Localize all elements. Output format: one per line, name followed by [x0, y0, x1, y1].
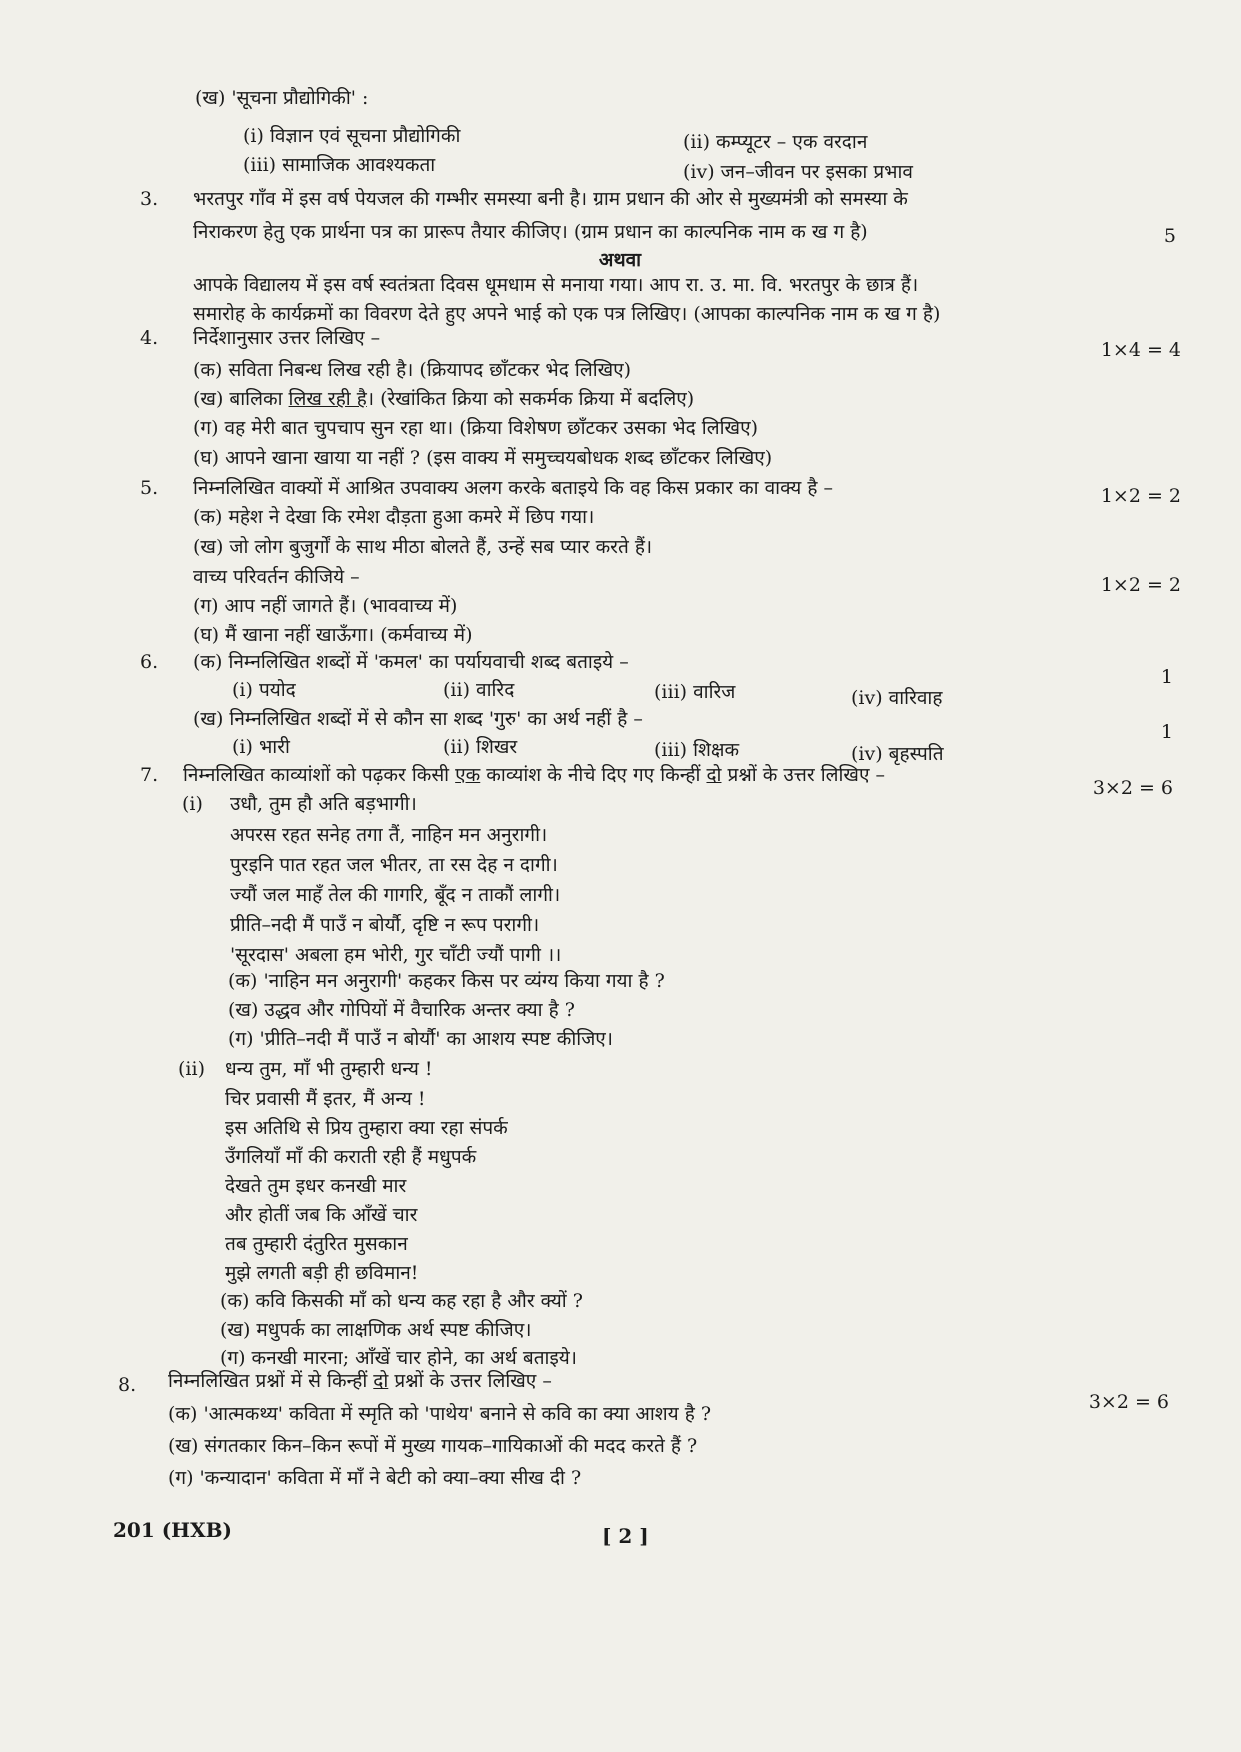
q6-a-option-4: (iv) वारिवाह	[851, 687, 943, 709]
q2-option-2: (ii) कम्प्यूटर – एक वरदान	[683, 131, 868, 153]
q6-b-option-4: (iv) बृहस्पति	[851, 743, 944, 765]
q7-poem-2-label: (ii)	[178, 1058, 205, 1080]
q6-b-option-3: (iii) शिक्षक	[654, 739, 740, 761]
q8-part-b: (ख) संगतकार किन–किन रूपों में मुख्य गायक–गायिकाओं की मदद करते हैं ?	[168, 1435, 698, 1457]
q7-poem-2-question: (ग) कनखी मारना; आँखें चार होने, का अर्थ बताइये।	[220, 1347, 577, 1369]
paper-code: 201 (HXB)	[113, 1518, 232, 1542]
q6-part-b: (ख) निम्नलिखित शब्दों में से कौन सा शब्द 'गुरु' का अर्थ नहीं है –	[193, 708, 643, 730]
q6-a-option-2: (ii) वारिद	[443, 679, 515, 701]
q2-kh-title: (ख) 'सूचना प्रौद्योगिकी' :	[195, 87, 369, 109]
q5-title: निम्नलिखित वाक्यों में आश्रित उपवाक्य अलग करके बताइये कि वह किस प्रकार का वाक्य है –	[193, 477, 833, 499]
q4-part-a: (क) सविता निबन्ध लिख रही है। (क्रियापद छाँटकर भेद लिखिए)	[193, 359, 632, 381]
q6-a-option-3: (iii) वारिज	[654, 681, 736, 703]
q7-poem-1-question: (ख) उद्धव और गोपियों में वैचारिक अन्तर क्या है ?	[228, 999, 575, 1021]
q7-poem-2-line: चिर प्रवासी मैं इतर, मैं अन्य !	[225, 1088, 426, 1110]
q7-poem-1-line: प्रीति–नदी मैं पाउँ न बोर्यौ, दृष्टि न रूप परागी।	[230, 914, 540, 936]
q7-poem-1-line: ज्यौं जल माहँ तेल की गागरि, बूँद न ताकौं लागी।	[230, 884, 561, 906]
q6-part-a: (क) निम्नलिखित शब्दों में 'कमल' का पर्यायवाची शब्द बताइये –	[193, 651, 629, 673]
q2-option-4: (iv) जन–जीवन पर इसका प्रभाव	[683, 161, 913, 183]
page-number: [ 2 ]	[602, 1524, 649, 1548]
q5-part-a: (क) महेश ने देखा कि रमेश दौड़ता हुआ कमरे में छिप गया।	[193, 506, 595, 528]
q6-b-marks: 1	[1160, 721, 1173, 743]
q7-poem-2-line: तब तुम्हारी दंतुरित मुसकान	[225, 1233, 408, 1255]
q7-poem-1-label: (i)	[182, 793, 203, 815]
q3-number: 3.	[140, 188, 159, 210]
q7-poem-2-line: देखते तुम इधर कनखी मार	[225, 1175, 407, 1197]
q6-a-option-1: (i) पयोद	[232, 679, 296, 701]
q5-part-c: (ग) आप नहीं जागते हैं। (भाववाच्य में)	[193, 595, 458, 617]
q6-number: 6.	[140, 651, 159, 673]
q8-marks: 3×2 = 6	[1088, 1391, 1169, 1413]
q7-marks: 3×2 = 6	[1092, 777, 1173, 799]
q7-poem-2-line: इस अतिथि से प्रिय तुम्हारा क्या रहा संपर्क	[225, 1117, 508, 1139]
q3-alt-line-1: आपके विद्यालय में इस वर्ष स्वतंत्रता दिवस धूमधाम से मनाया गया। आप रा. उ. मा. वि. भरतपुर के छात्र हैं।	[193, 274, 919, 296]
q3-line-1: भरतपुर गाँव में इस वर्ष पेयजल की गम्भीर समस्या बनी है। ग्राम प्रधान की ओर से मुख्यमंत्री को समस्या के	[193, 188, 908, 210]
q7-number: 7.	[140, 764, 159, 786]
q4-marks: 1×4 = 4	[1100, 339, 1181, 361]
q5-number: 5.	[140, 477, 159, 499]
q4-title: निर्देशानुसार उत्तर लिखिए –	[193, 327, 381, 349]
q6-a-marks: 1	[1160, 666, 1173, 688]
q6-b-option-1: (i) भारी	[232, 736, 290, 758]
q4-part-d: (घ) आपने खाना खाया या नहीं ? (इस वाक्य में समुच्चयबोधक शब्द छाँटकर लिखिए)	[193, 447, 773, 469]
q7-poem-1-line: अपरस रहत सनेह तगा तैं, नाहिन मन अनुरागी।	[230, 824, 548, 846]
q6-b-option-2: (ii) शिखर	[443, 736, 518, 758]
q7-poem-1-question: (क) 'नाहिन मन अनुरागी' कहकर किस पर व्यंग्य किया गया है ?	[228, 970, 665, 992]
q3-or-heading: अथवा	[598, 249, 642, 271]
q3-marks: 5	[1163, 225, 1176, 247]
q7-poem-1-line: उधौ, तुम हौ अति बड़भागी।	[230, 793, 417, 815]
q5-marks-1: 1×2 = 2	[1100, 485, 1181, 507]
q7-poem-2-line: उँगलियाँ माँ की कराती रही हैं मधुपर्क	[225, 1146, 477, 1168]
q7-poem-2-line: और होतीं जब कि आँखें चार	[225, 1204, 418, 1226]
q3-line-2: निराकरण हेतु एक प्रार्थना पत्र का प्रारूप तैयार कीजिए। (ग्राम प्रधान का काल्पनिक नाम क ख ग है)	[193, 221, 868, 243]
q5-voice-title: वाच्य परिवर्तन कीजिये –	[193, 566, 360, 588]
q3-alt-line-2: समारोह के कार्यक्रमों का विवरण देते हुए अपने भाई को एक पत्र लिखिए। (आपका काल्पनिक नाम क ख ग है)	[193, 303, 941, 325]
q5-part-d: (घ) मैं खाना नहीं खाऊँगा। (कर्मवाच्य में)	[193, 624, 473, 646]
q7-poem-1-line: पुरइनि पात रहत जल भीतर, ता रस देह न दागी।	[230, 854, 558, 876]
q4-number: 4.	[140, 327, 159, 349]
q8-part-a: (क) 'आत्मकथ्य' कविता में स्मृति को 'पाथेय' बनाने से कवि का क्या आशय है ?	[168, 1403, 712, 1425]
q8-number: 8.	[118, 1374, 137, 1396]
q4-part-c: (ग) वह मेरी बात चुपचाप सुन रहा था। (क्रिया विशेषण छाँटकर उसका भेद लिखिए)	[193, 417, 758, 439]
q2-option-1: (i) विज्ञान एवं सूचना प्रौद्योगिकी	[243, 125, 461, 147]
q7-poem-2-question: (ख) मधुपर्क का लाक्षणिक अर्थ स्पष्ट कीजिए।	[220, 1319, 532, 1341]
q5-marks-2: 1×2 = 2	[1100, 574, 1181, 596]
q7-poem-2-line: मुझे लगती बड़ी ही छविमान!	[225, 1262, 419, 1284]
q2-option-3: (iii) सामाजिक आवश्यकता	[243, 154, 436, 176]
q8-title: निम्नलिखित प्रश्नों में से किन्हीं दो प्रश्नों के उत्तर लिखिए –	[168, 1370, 552, 1392]
q7-poem-2-line: धन्य तुम, माँ भी तुम्हारी धन्य !	[225, 1058, 433, 1080]
q7-poem-1-question: (ग) 'प्रीति–नदी मैं पाउँ न बोर्यौ' का आशय स्पष्ट कीजिए।	[228, 1028, 613, 1050]
q8-part-c: (ग) 'कन्यादान' कविता में माँ ने बेटी को क्या–क्या सीख दी ?	[168, 1467, 582, 1489]
q5-part-b: (ख) जो लोग बुजुर्गों के साथ मीठा बोलते हैं, उन्हें सब प्यार करते हैं।	[193, 536, 653, 558]
q4-part-b: (ख) बालिका लिख रही है। (रेखांकित क्रिया को सकर्मक क्रिया में बदलिए)	[193, 388, 695, 410]
q7-poem-1-line: 'सूरदास' अबला हम भोरी, गुर चाँटी ज्यौं पागी ।।	[230, 944, 562, 966]
q7-poem-2-question: (क) कवि किसकी माँ को धन्य कह रहा है और क्यों ?	[220, 1290, 583, 1312]
q7-title: निम्नलिखित काव्यांशों को पढ़कर किसी एक काव्यांश के नीचे दिए गए किन्हीं दो प्रश्नों के उत्तर लिखिए –	[183, 764, 886, 786]
